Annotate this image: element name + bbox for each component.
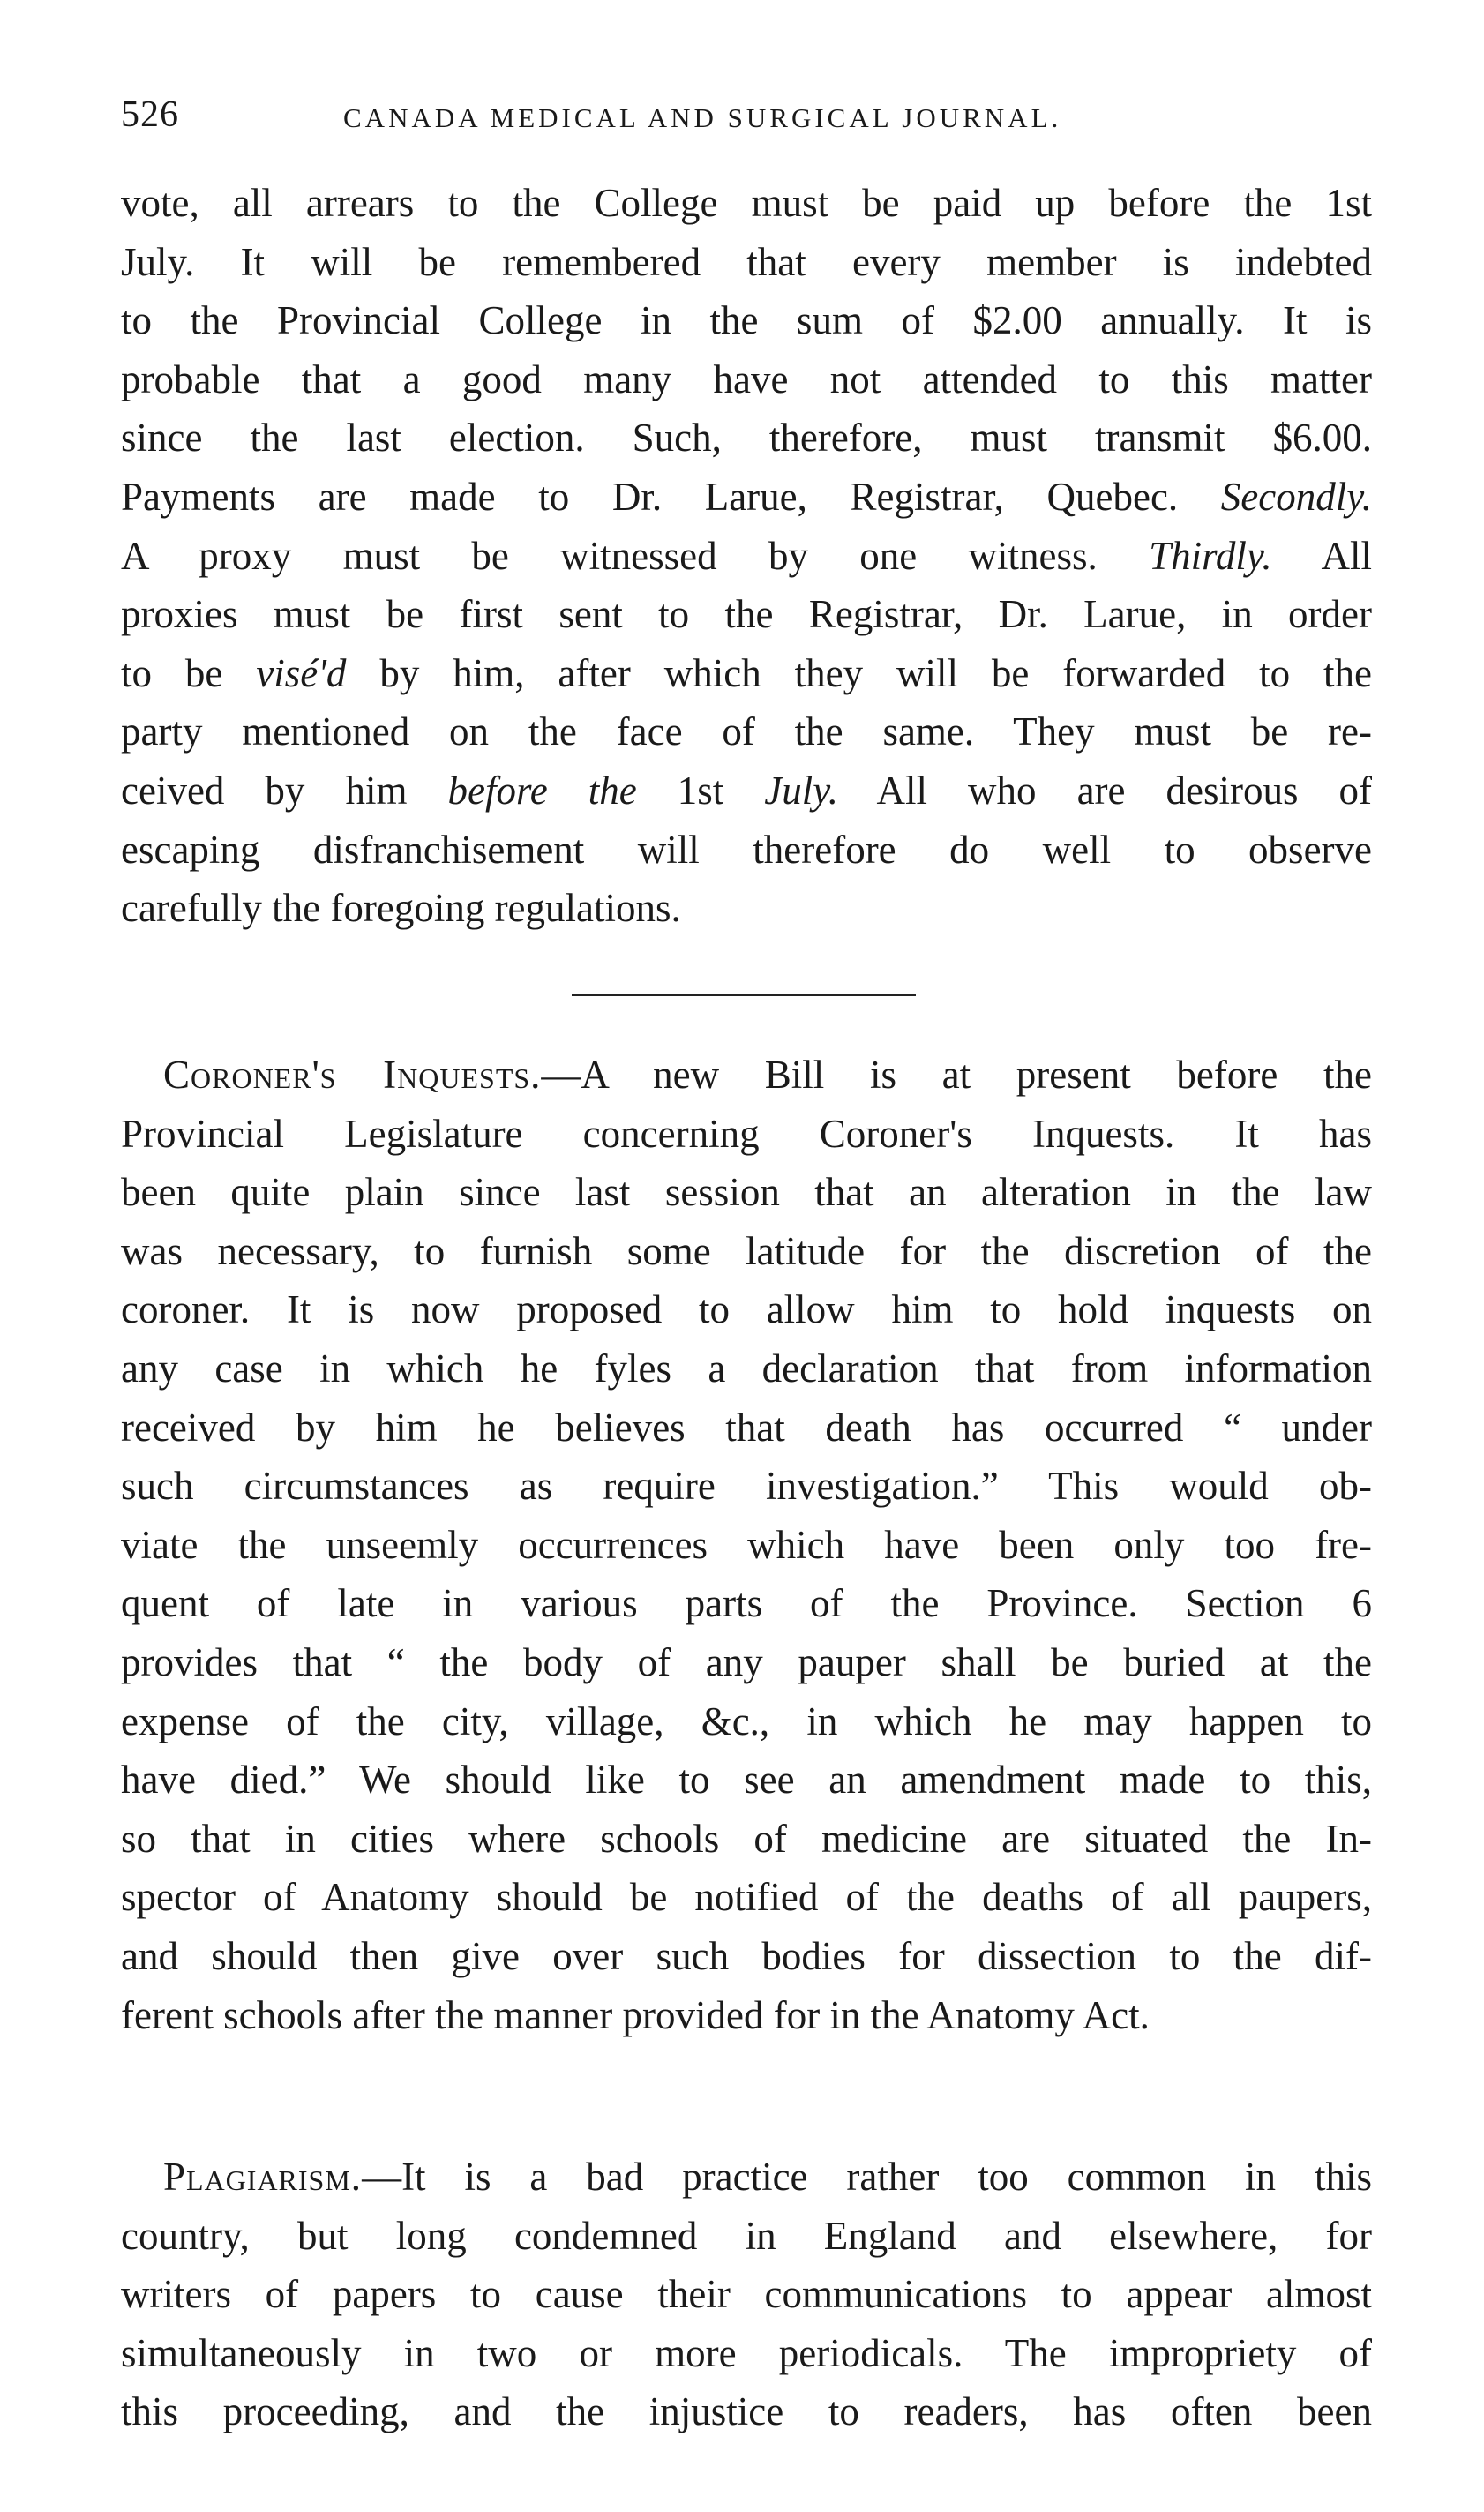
text-line [121,1927,1372,1986]
text-line [121,1398,1372,1458]
text-segment: was necessary, to furnish some latitude for the discretion of the [121,1228,1372,1273]
text-segment: —A new Bill is at present before the [541,1053,1373,1097]
text-segment: party mentioned on the face of the same. They must be re- [121,709,1372,754]
text-segment: received by him he believes that death has occurred “ under [121,1405,1372,1450]
text-line [121,233,1372,292]
text-line [121,350,1372,409]
text-line [121,291,1372,350]
text-segment: coroner. It is now proposed to allow him to hold inquests on [121,1287,1372,1332]
text-segment: simultaneously in two or more periodicals. The impropriety of [121,2330,1372,2375]
text-line [121,2207,1372,2266]
text-segment: since the last election. Such, therefore, must transmit $6.00. [121,416,1372,461]
text-line [121,1810,1372,1869]
section-divider [572,994,916,996]
text-line [121,1692,1372,1751]
text-line [121,761,1372,821]
text-line [121,879,1372,938]
text-segment: carefully the foregoing regulations. [121,886,681,931]
text-segment: expense of the city, village, &c., in which he may happen to [121,1698,1372,1743]
text-segment: been quite plain since last session that an alteration in the law [121,1170,1372,1215]
text-segment: to be [121,650,257,695]
section-heading: Coroner's Inquests. [163,1053,542,1097]
paragraph-election-regulations [121,174,1372,938]
text-line [121,1222,1372,1281]
text-line [121,2324,1372,2383]
text-segment: Payments are made to Dr. Larue, Registrar, Quebec. [121,474,1221,519]
text-segment: by him, after which they will be forwarded to the [346,650,1372,695]
text-segment: proxies must be first sent to the Registrar, Dr. Larue, in order [121,592,1372,637]
text-segment: have died.” We should like to see an amendment made to this, [121,1758,1372,1803]
text-segment: —It is a bad practice rather too common in this [362,2155,1372,2199]
text-line [121,1280,1372,1339]
text-segment: probable that a good many have not attended to this matter [121,356,1372,401]
text-segment: any case in which he fyles a declaration that from information [121,1346,1372,1391]
text-line [121,1574,1372,1633]
text-line [121,2382,1372,2441]
italic-text: Secondly. [1220,474,1372,519]
text-segment: writers of papers to cause their communications to appear almost [121,2272,1372,2317]
text-segment: vote, all arrears to the College must be paid up before the 1st [121,181,1372,225]
text-line [121,174,1372,233]
text-segment: such circumstances as require investigation.” This would ob- [121,1464,1372,1509]
text-line [121,1516,1372,1575]
page-number: 526 [121,94,179,135]
text-line [121,1105,1372,1164]
text-segment: ferent schools after the manner provided for in the Anatomy Act. [121,1992,1150,2037]
text-line [121,409,1372,468]
text-segment: spector of Anatomy should be notified of the deaths of all paupers, [121,1875,1372,1920]
text-segment: All who are desirous of [838,768,1372,813]
text-segment: and should then give over such bodies for dissection to the dif- [121,1933,1372,1978]
text-line [121,585,1372,644]
text-line [121,821,1372,880]
text-line [121,1457,1372,1516]
text-segment: so that in cities where schools of medicine are situated the In- [121,1816,1372,1861]
text-line [121,1986,1372,2045]
text-line [121,1163,1372,1222]
text-line [121,1046,1372,1105]
text-line [121,468,1372,527]
paragraph-plagiarism [121,2148,1372,2441]
paragraph-coroners-inquests [121,1046,1372,2044]
text-line [121,2265,1372,2324]
text-segment: All [1271,533,1373,578]
text-line [121,1339,1372,1398]
text-segment: Provincial Legislature concerning Coroner's Inquests. It has [121,1111,1372,1156]
running-head [121,88,1372,141]
text-line [121,1868,1372,1927]
text-line [121,702,1372,761]
italic-text: Thirdly. [1149,533,1272,578]
text-line [121,644,1372,703]
text-line [121,1751,1372,1810]
italic-text: before the [447,768,637,813]
text-segment: to the Provincial College in the sum of $2.00 annually. It is [121,298,1372,343]
section-heading: Plagiarism. [163,2155,363,2199]
text-segment: escaping disfranchisement will therefore do well to observe [121,827,1372,872]
text-segment: viate the unseemly occurrences which have been only too fre- [121,1522,1372,1567]
text-segment: 1st [636,768,765,813]
text-segment: provides that “ the body of any pauper shall be buried at the [121,1639,1372,1684]
text-segment: A proxy must be witnessed by one witness. [121,533,1150,578]
text-segment: quent of late in various parts of the Province. Section 6 [121,1581,1372,1626]
text-line [121,2148,1372,2207]
text-segment: July. It will be remembered that every member is indebted [121,239,1372,284]
text-segment: this proceeding, and the injustice to readers, has often been [121,2389,1372,2434]
italic-text: July. [764,768,839,813]
text-line [121,527,1372,586]
text-segment: country, but long condemned in England and elsewhere, for [121,2213,1372,2258]
journal-title: CANADA MEDICAL AND SURGICAL JOURNAL. [343,102,1062,133]
text-line [121,1633,1372,1692]
italic-text: visé'd [256,650,347,695]
text-segment: ceived by him [121,768,448,813]
